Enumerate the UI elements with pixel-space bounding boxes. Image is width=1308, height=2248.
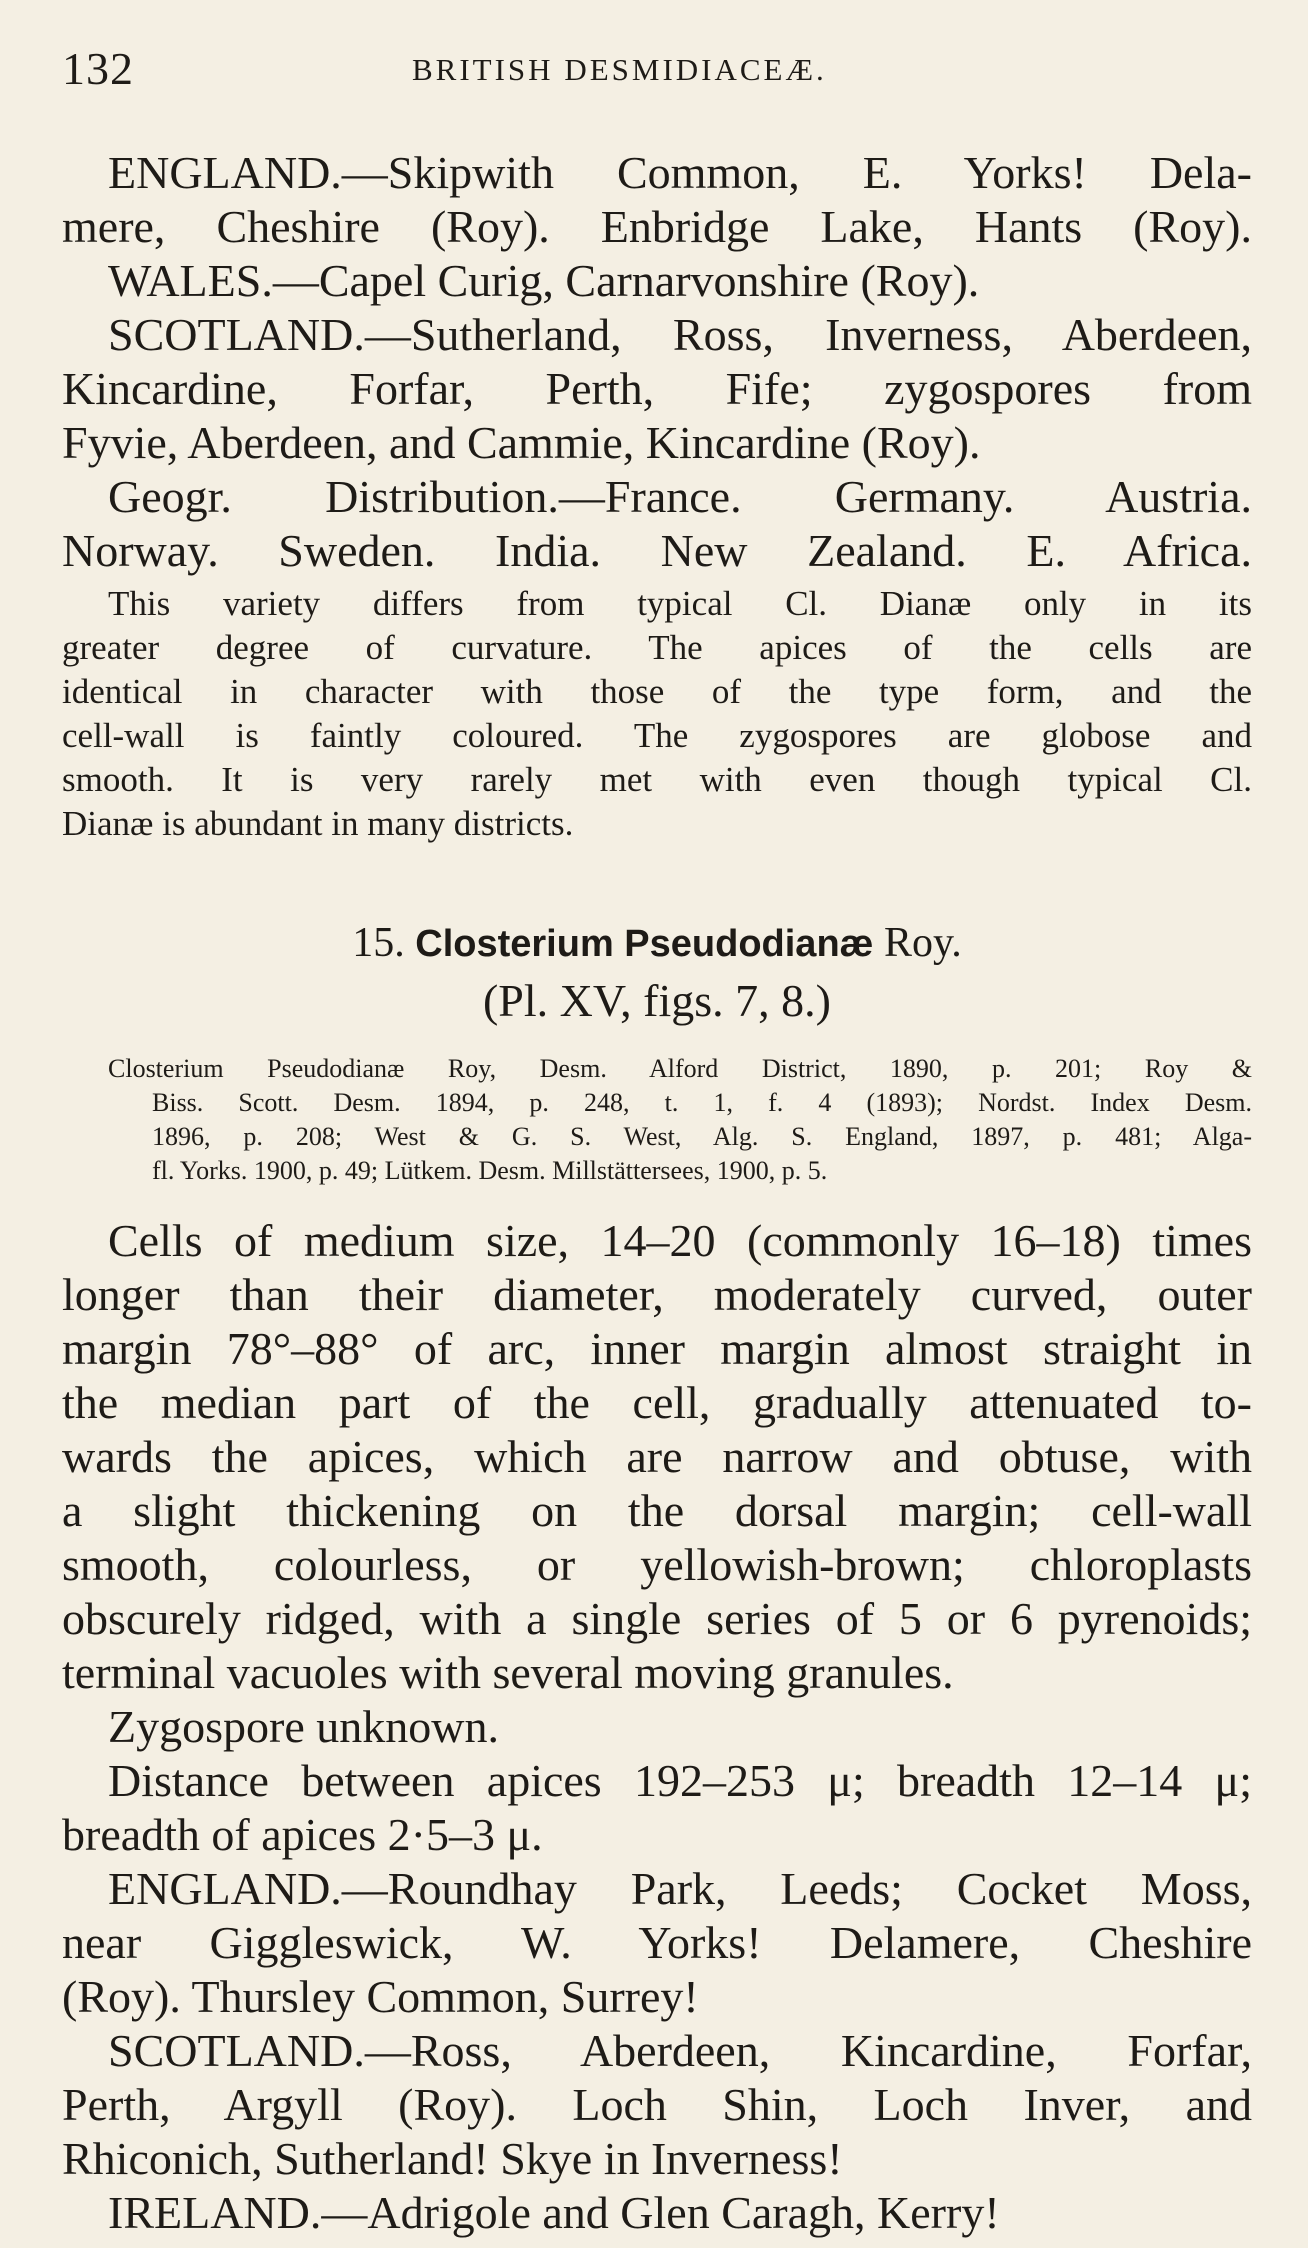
distribution-line: Rhiconich, Sutherland! Skye in Inverness! <box>62 2133 843 2184</box>
description-line: terminal vacuoles with several moving granules. <box>62 1647 954 1698</box>
variety-note <box>62 582 1252 846</box>
zygospore-line: Zygospore unknown. <box>108 1701 499 1752</box>
distribution-line: Perth, Argyll (Roy). Loch Shin, Loch Inver, and <box>62 2079 1252 2130</box>
species-description <box>62 1214 1252 2240</box>
distribution-line: (Roy). Thursley Common, Surrey! <box>62 1971 699 2022</box>
note-line: This variety differs from typical Cl. Dianæ only in its <box>108 584 1252 623</box>
description-line: margin 78°–88° of arc, inner margin almost straight in <box>62 1323 1252 1374</box>
measure-line: Distance between apices 192–253 μ; breadth 12–14 μ; <box>108 1755 1252 1806</box>
species-number: 15. <box>352 920 405 966</box>
page-number: 132 <box>62 43 134 94</box>
description-line: a slight thickening on the dorsal margin; cell-wall <box>62 1485 1252 1536</box>
description-line: Cells of medium size, 14–20 (commonly 16–18) times <box>108 1215 1252 1266</box>
dist-line: WALES.—Capel Curig, Carnarvonshire (Roy). <box>108 255 980 306</box>
note-line: smooth. It is very rarely met with even though typical Cl. <box>62 760 1252 799</box>
previous-distribution <box>62 146 1252 578</box>
note-line: cell-wall is faintly coloured. The zygospores are globose and <box>62 716 1252 755</box>
description-line: the median part of the cell, gradually attenuated to- <box>62 1377 1252 1428</box>
dist-line: mere, Cheshire (Roy). Enbridge Lake, Hants (Roy). <box>62 201 1252 252</box>
note-line: Dianæ is abundant in many districts. <box>62 804 574 843</box>
synonymy-line: Biss. Scott. Desm. 1894, p. 248, t. 1, f. 4 (1893); Nordst. Index Desm. <box>152 1088 1252 1117</box>
geogr-distribution-line: Geogr. Distribution.—France. Germany. Austria. <box>108 471 1252 522</box>
species-name: Closterium Pseudodianæ <box>415 923 874 965</box>
measure-line: breadth of apices 2·5–3 μ. <box>62 1809 543 1860</box>
distribution-line: ENGLAND.—Roundhay Park, Leeds; Cocket Moss, <box>108 1863 1252 1914</box>
running-head: BRITISH DESMIDIACEÆ. <box>412 52 827 87</box>
geogr-distribution-line: Norway. Sweden. India. New Zealand. E. Africa. <box>62 525 1252 576</box>
dist-line: ENGLAND.—Skipwith Common, E. Yorks! Dela- <box>108 147 1252 198</box>
distribution-line: IRELAND.—Adrigole and Glen Caragh, Kerry! <box>108 2187 1000 2238</box>
description-line: wards the apices, which are narrow and obtuse, with <box>62 1431 1252 1482</box>
synonymy-line: 1896, p. 208; West & G. S. West, Alg. S. England, 1897, p. 481; Alga- <box>152 1122 1252 1151</box>
species-title <box>62 916 1252 971</box>
species-heading <box>62 916 1252 1031</box>
synonymy <box>62 1052 1252 1188</box>
synonymy-line: Closterium Pseudodianæ Roy, Desm. Alford District, 1890, p. 201; Roy & <box>108 1054 1252 1083</box>
synonymy-line: fl. Yorks. 1900, p. 49; Lütkem. Desm. Millstättersees, 1900, p. 5. <box>152 1156 828 1185</box>
page-header <box>62 42 1252 102</box>
note-line: greater degree of curvature. The apices of the cells are <box>62 628 1252 667</box>
species-author: Roy. <box>883 920 962 966</box>
dist-line: Fyvie, Aberdeen, and Cammie, Kincardine (Roy). <box>62 417 981 468</box>
note-line: identical in character with those of the type form, and the <box>62 672 1252 711</box>
description-line: smooth, colourless, or yellowish-brown; chloroplasts <box>62 1539 1252 1590</box>
dist-line: Kincardine, Forfar, Perth, Fife; zygospores from <box>62 363 1252 414</box>
description-line: obscurely ridged, with a single series of 5 or 6 pyrenoids; <box>62 1593 1252 1644</box>
distribution-line: near Giggleswick, W. Yorks! Delamere, Cheshire <box>62 1917 1252 1968</box>
dist-line: SCOTLAND.—Sutherland, Ross, Inverness, Aberdeen, <box>108 309 1252 360</box>
description-line: longer than their diameter, moderately curved, outer <box>62 1269 1252 1320</box>
species-figures: (Pl. XV, figs. 7, 8.) <box>482 975 831 1026</box>
distribution-line: SCOTLAND.—Ross, Aberdeen, Kincardine, Forfar, <box>108 2025 1252 2076</box>
